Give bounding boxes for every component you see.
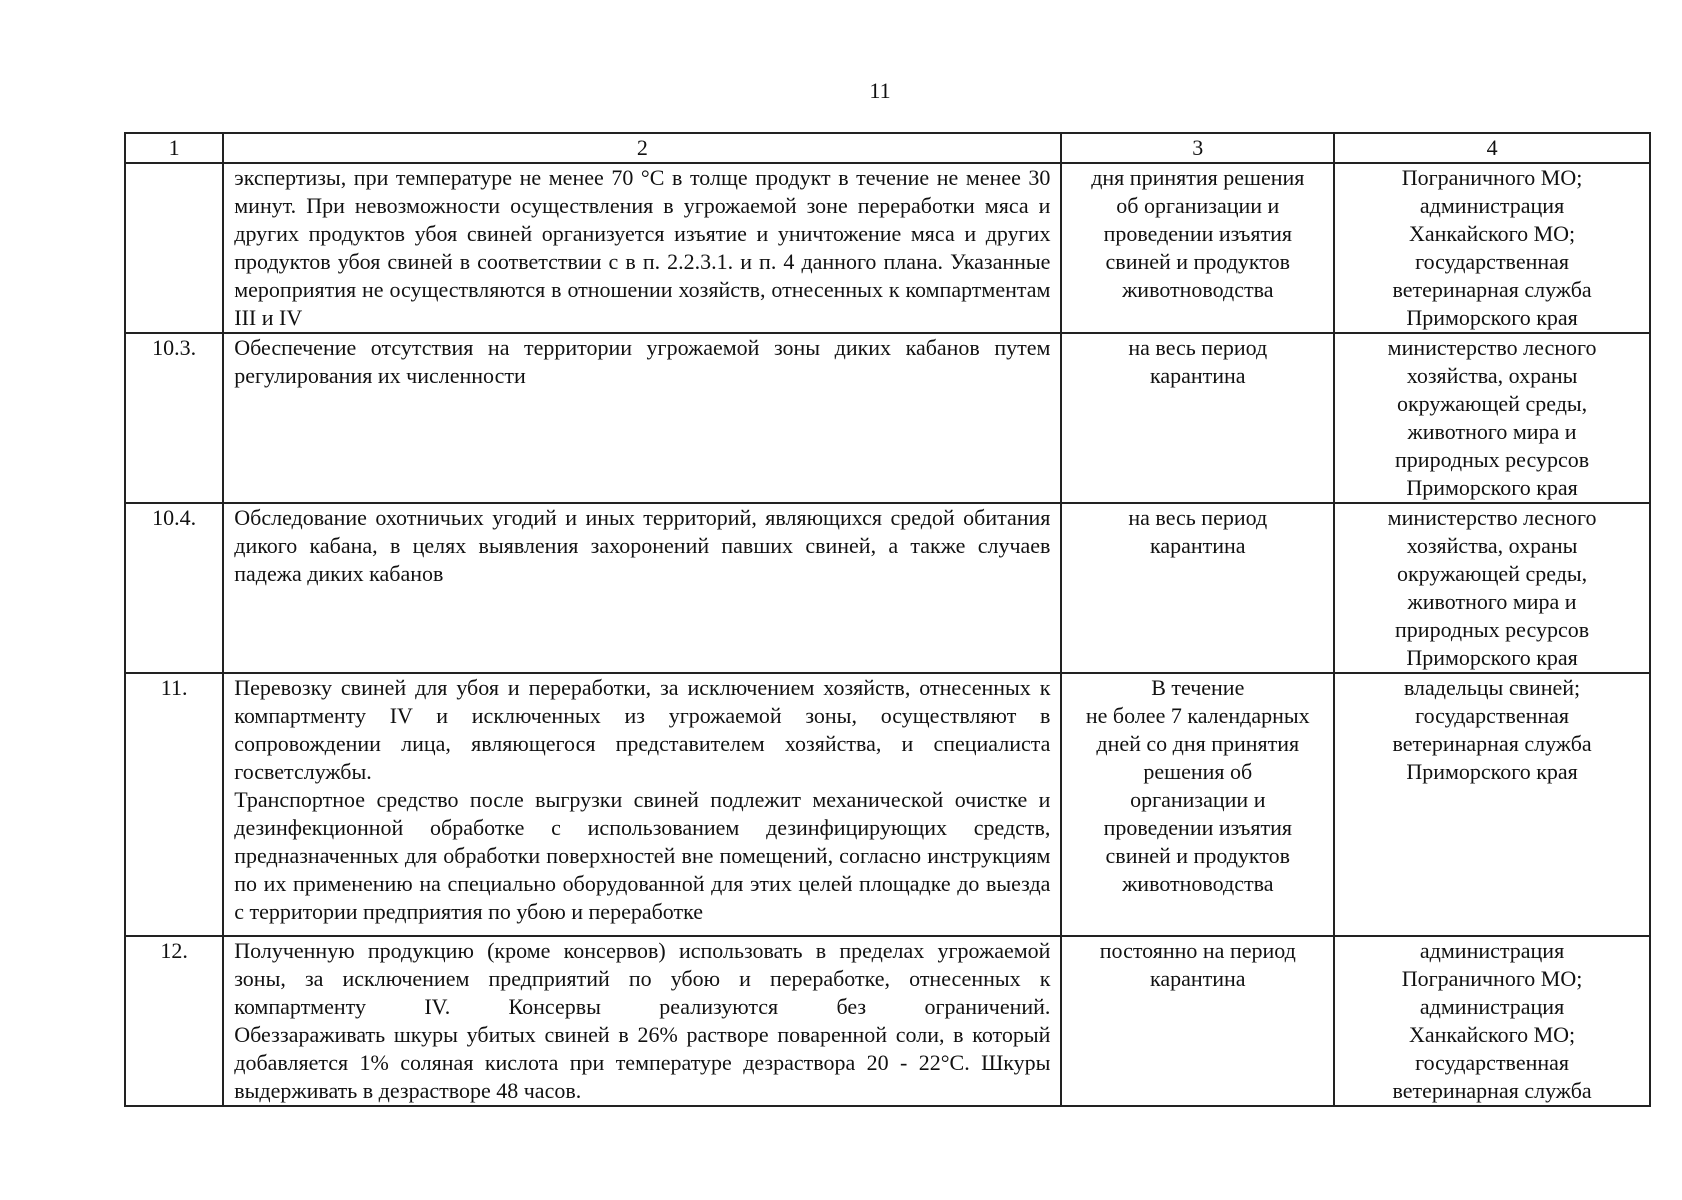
measure-responsible: [1334, 163, 1650, 333]
measure-description: [223, 673, 1061, 936]
responsible-line: Пограничного МО;: [1401, 966, 1583, 991]
responsible-line: Ханкайского МО;: [1408, 221, 1576, 246]
table-row: [125, 333, 1650, 503]
description-paragraph: экспертизы, при температуре не менее 70 °С в толще продукт в течение не менее 30 минут. При невозможности осуществления в угрожаемой зоне переработки мяса и других продуктов убоя свиней организуется изъятие и уничтожение мяса и других продуктов убоя свиней в соответствии с в п. 2.2.3.1. и п. 4 данного плана. Указанные мероприятия не осуществляются в отношении хозяйств, отнесенных к компартментам III и IV: [234, 165, 1051, 330]
responsible-line: животного мира и: [1407, 419, 1577, 444]
responsible-line: администрация: [1419, 994, 1565, 1019]
term-line: решения об: [1143, 759, 1253, 784]
term-line: на весь период: [1128, 505, 1268, 530]
term-line: животноводства: [1122, 277, 1274, 302]
description-paragraph: Полученную продукцию (кроме консервов) использовать в пределах угрожаемой зоны, за исключением предприятий по убою и переработке, отнесенных к компартменту IV. Консервы реализуются без ограничений.: [234, 938, 1051, 1019]
responsible-line: владельцы свиней;: [1403, 675, 1581, 700]
description-paragraph: Перевозку свиней для убоя и переработки, за исключением хозяйств, отнесенных к компартменту IV и исключенных из угрожаемой зоны, осуществляют в сопровождении лица, являющегося представителем хозяйства, и специалиста госветслужбы.: [234, 675, 1051, 784]
responsible-line: государственная: [1415, 703, 1570, 728]
responsible-line: министерство лесного: [1387, 505, 1597, 530]
measure-number: 11.: [125, 673, 223, 936]
term-line: не более 7 календарных: [1085, 703, 1310, 728]
measure-number: 12.: [125, 936, 223, 1106]
responsible-line: Приморского края: [1406, 645, 1578, 670]
responsible-line: хозяйства, охраны: [1406, 363, 1578, 388]
measure-description: [223, 333, 1061, 503]
measure-description: [223, 936, 1061, 1106]
term-line: животноводства: [1122, 871, 1274, 896]
measure-number: [125, 163, 223, 333]
table-row: [125, 503, 1650, 673]
term-line: карантина: [1149, 363, 1246, 388]
responsible-line: хозяйства, охраны: [1406, 533, 1578, 558]
column-number-4: 4: [1334, 133, 1650, 163]
term-line: дня принятия решения: [1091, 165, 1305, 190]
term-line: на весь период: [1128, 335, 1268, 360]
measure-description: [223, 163, 1061, 333]
term-line: свиней и продуктов: [1105, 843, 1291, 868]
measure-responsible: [1334, 503, 1650, 673]
column-number-2: 2: [223, 133, 1061, 163]
responsible-line: министерство лесного: [1387, 335, 1597, 360]
page-number: 11: [869, 78, 891, 103]
description-paragraph: Обеспечение отсутствия на территории угрожаемой зоны диких кабанов путем регулирования их численности: [234, 335, 1051, 388]
term-line: В течение: [1151, 675, 1245, 700]
measure-number: 10.4.: [125, 503, 223, 673]
term-line: организации и: [1130, 787, 1266, 812]
responsible-line: окружающей среды,: [1396, 391, 1588, 416]
responsible-line: природных ресурсов: [1395, 617, 1590, 642]
term-line: об организации и: [1116, 193, 1280, 218]
column-number-3: 3: [1061, 133, 1334, 163]
term-line: проведении изъятия: [1103, 221, 1292, 246]
column-number-1: 1: [125, 133, 223, 163]
description-paragraph: Транспортное средство после выгрузки свиней подлежит механической очистке и дезинфекционной обработке с использованием дезинфицирующих средств, предназначенных для обработки поверхностей вне помещений, согласно инструкциям по их применению на специально оборудованной для этих целей площадке до выезда с территории предприятия по убою и переработке: [234, 787, 1051, 924]
measure-responsible: [1334, 936, 1650, 1106]
responsible-line: государственная: [1415, 1050, 1570, 1075]
table-row: [125, 673, 1650, 936]
table-row: [125, 163, 1650, 333]
measure-term: [1061, 503, 1334, 673]
term-line: свиней и продуктов: [1105, 249, 1291, 274]
responsible-line: ветеринарная служба: [1392, 277, 1592, 302]
responsible-line: ветеринарная служба: [1392, 731, 1592, 756]
term-line: постоянно на период: [1099, 938, 1296, 963]
responsible-line: Приморского края: [1406, 759, 1578, 784]
description-paragraph: Обеззараживать шкуры убитых свиней в 26% растворе поваренной соли, в который добавляется 1% соляная кислота при температуре дезраствора 20 - 22°С. Шкуры выдерживать в дезрастворе 48 часов.: [234, 1022, 1051, 1103]
measures-table: [124, 132, 1651, 1107]
responsible-line: администрация: [1419, 938, 1565, 963]
responsible-line: Приморского края: [1406, 475, 1578, 500]
measure-number: 10.3.: [125, 333, 223, 503]
responsible-line: ветеринарная служба: [1392, 1078, 1592, 1103]
responsible-line: администрация: [1419, 193, 1565, 218]
term-line: проведении изъятия: [1103, 815, 1292, 840]
responsible-line: Приморского края: [1406, 305, 1578, 330]
term-line: карантина: [1149, 533, 1246, 558]
measure-term: [1061, 673, 1334, 936]
table-row: [125, 936, 1650, 1106]
responsible-line: окружающей среды,: [1396, 561, 1588, 586]
responsible-line: природных ресурсов: [1395, 447, 1590, 472]
measure-description: [223, 503, 1061, 673]
measure-term: [1061, 333, 1334, 503]
measure-term: [1061, 936, 1334, 1106]
table-header-row: [125, 133, 1650, 163]
term-line: дней со дня принятия: [1096, 731, 1300, 756]
responsible-line: государственная: [1415, 249, 1570, 274]
responsible-line: Ханкайского МО;: [1408, 1022, 1576, 1047]
measure-term: [1061, 163, 1334, 333]
measure-responsible: [1334, 333, 1650, 503]
term-line: карантина: [1149, 966, 1246, 991]
measure-responsible: [1334, 673, 1650, 936]
responsible-line: Пограничного МО;: [1401, 165, 1583, 190]
responsible-line: животного мира и: [1407, 589, 1577, 614]
description-paragraph: Обследование охотничьих угодий и иных территорий, являющихся средой обитания дикого кабана, в целях выявления захоронений павших свиней, а также случаев падежа диких кабанов: [234, 505, 1051, 586]
